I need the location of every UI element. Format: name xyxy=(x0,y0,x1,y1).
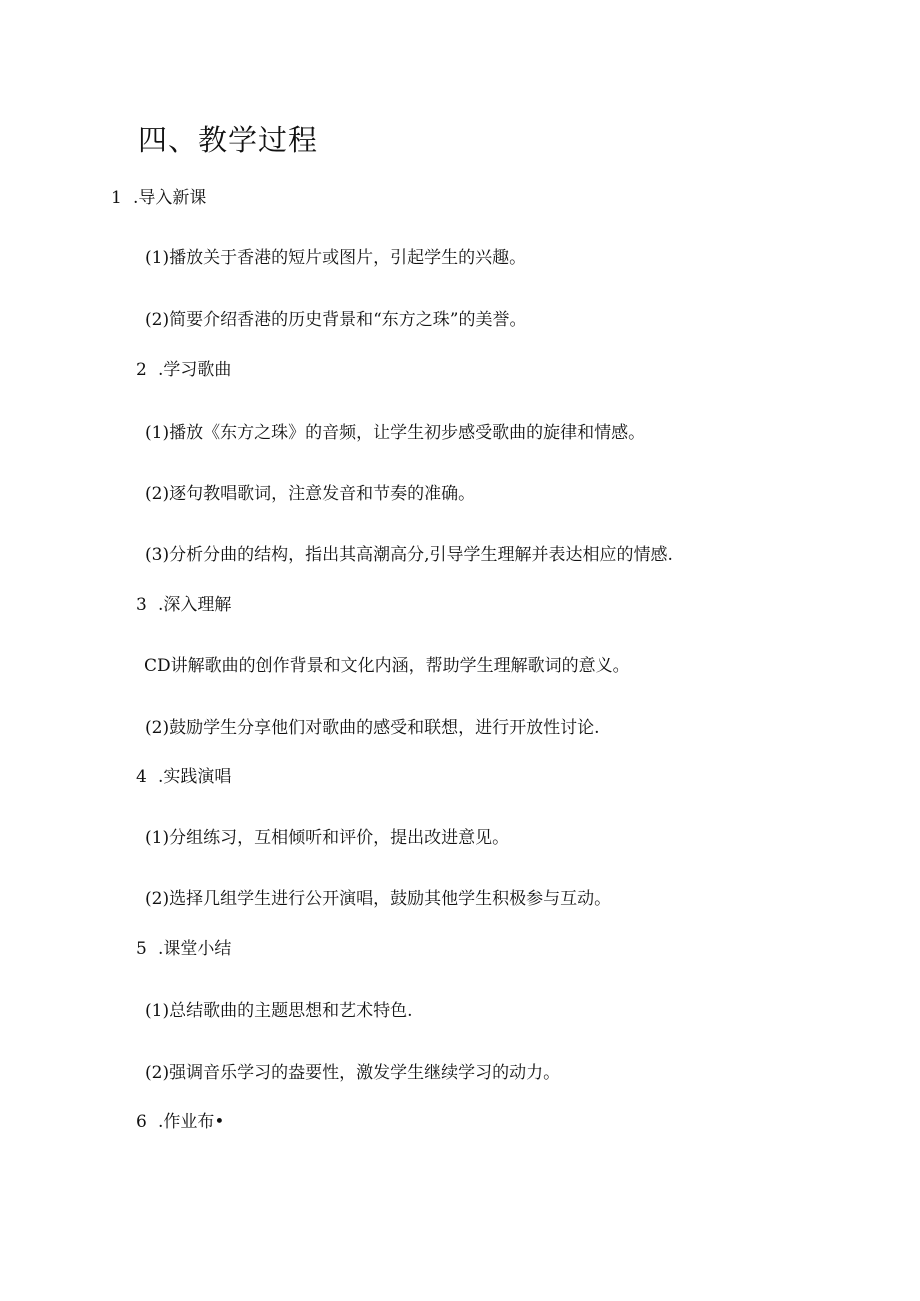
section-heading-text: .实践演唱 xyxy=(158,767,232,787)
section-number: 4 xyxy=(136,767,147,787)
list-item: (2)选择几组学生进行公开演唱，鼓励其他学生积极参与互动。 xyxy=(145,889,612,909)
section-number: 1 xyxy=(111,188,122,208)
list-item: (2)强调音乐学习的盎要性，激发学生继续学习的动力。 xyxy=(145,1063,561,1083)
section-heading xyxy=(136,769,231,786)
section-number: 6 xyxy=(136,1112,147,1132)
section-heading xyxy=(136,597,231,614)
section-heading xyxy=(136,941,231,958)
section-heading-text: .学习歌曲 xyxy=(158,360,232,380)
section-heading xyxy=(136,362,231,379)
section-number: 3 xyxy=(136,595,147,615)
list-item: (1)播放《东方之珠》的音频，让学生初步感受歌曲的旋律和情感。 xyxy=(145,423,646,443)
list-item: (1)分组练习，互相倾听和评价，提出改进意见。 xyxy=(145,828,510,848)
page-title: 四、教学过程 xyxy=(138,123,319,157)
section-number: 5 xyxy=(136,939,147,959)
list-item: (1)总结歌曲的主题思想和艺术特色. xyxy=(145,1001,413,1021)
section-heading xyxy=(136,1114,224,1131)
section-heading-text: .深入理解 xyxy=(158,595,232,615)
section-heading-text: .导入新课 xyxy=(133,188,207,208)
list-item: (2)简要介绍香港的历史背景和“东方之珠”的美誉。 xyxy=(145,310,527,330)
list-item: (2)逐句教唱歌词，注意发音和节奏的准确。 xyxy=(145,484,476,504)
section-heading-text: .作业布• xyxy=(158,1112,225,1132)
section-number: 2 xyxy=(136,360,147,380)
list-item: (2)鼓励学生分享他们对歌曲的感受和联想，进行开放性讨论. xyxy=(145,718,600,738)
list-item: (1)播放关于香港的短片或图片，引起学生的兴趣。 xyxy=(145,248,527,268)
section-heading-text: .课堂小结 xyxy=(158,939,232,959)
list-item: (3)分析分曲的结构，指出其高潮高分,引导学生理解并表达相应的情感. xyxy=(145,545,673,565)
section-heading xyxy=(111,190,206,207)
list-item: CD讲解歌曲的创作背景和文化内涵，帮助学生理解歌词的意义。 xyxy=(144,656,630,676)
